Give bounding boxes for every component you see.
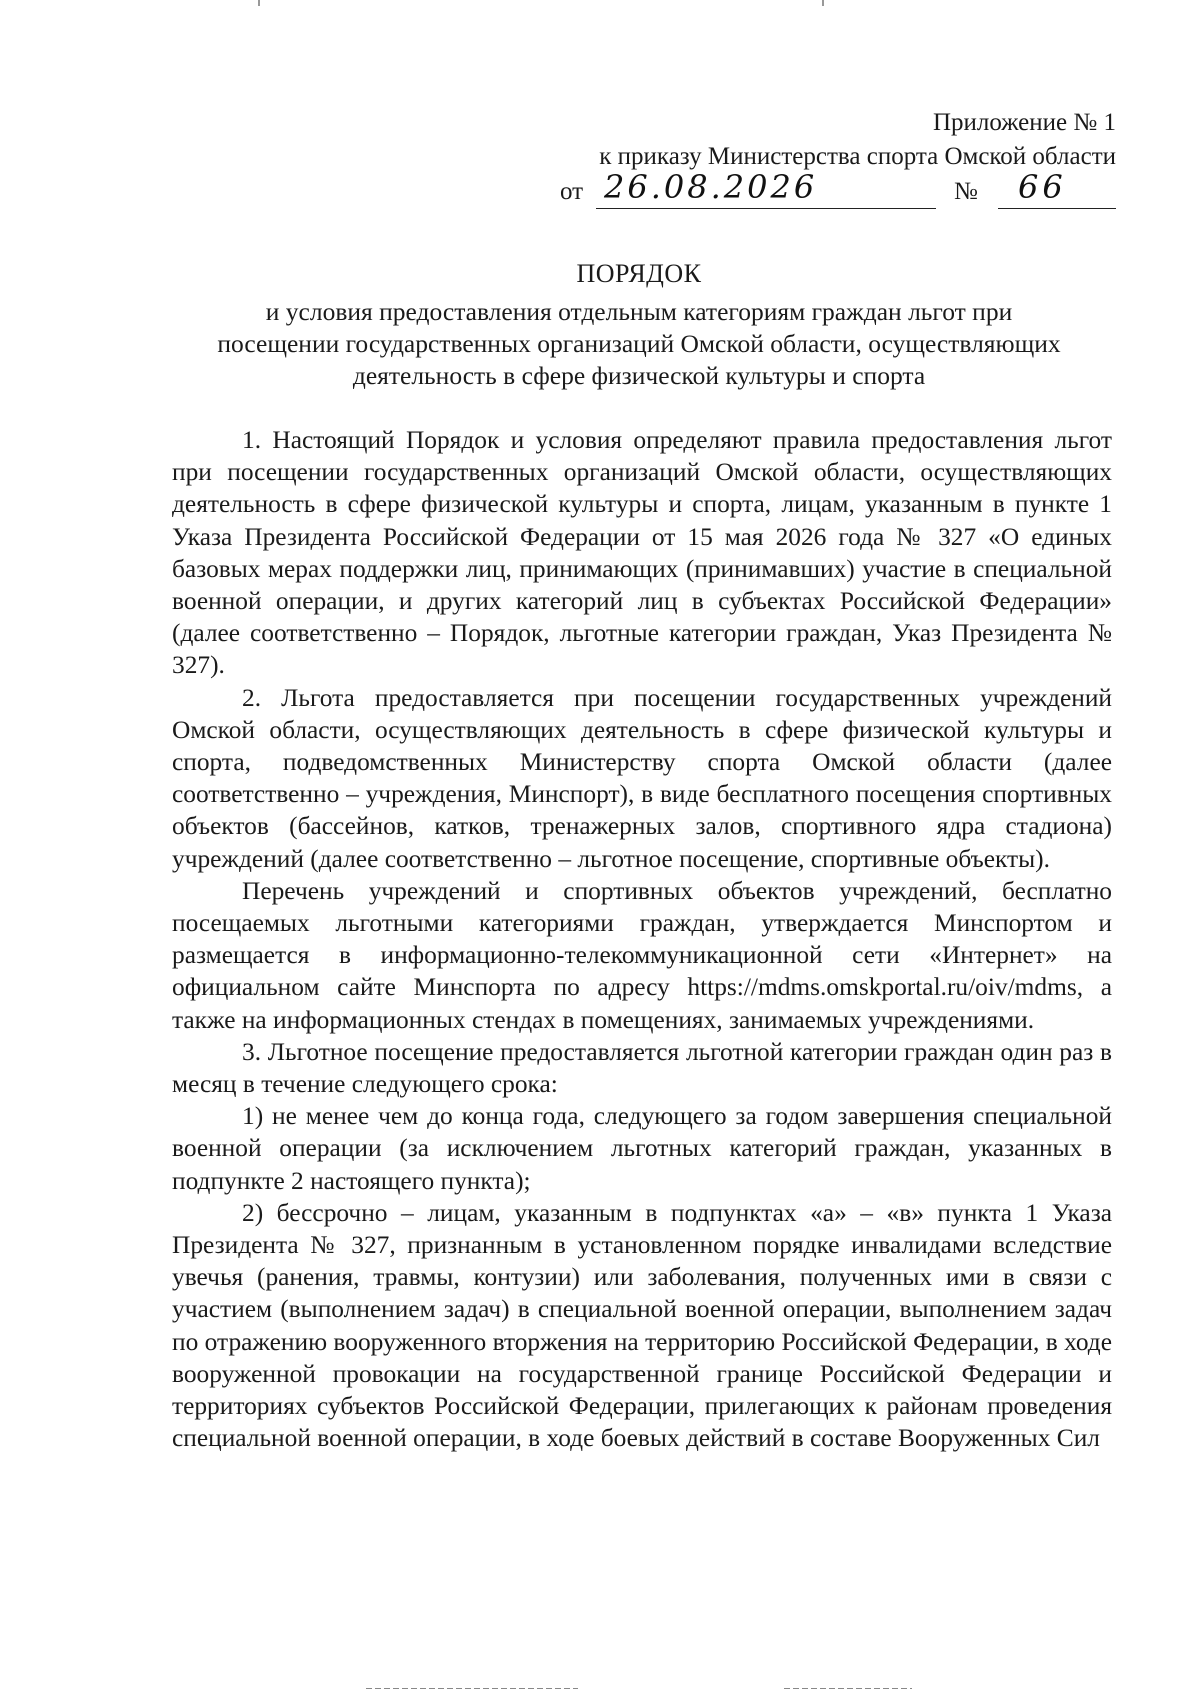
- number-field: [998, 168, 1116, 209]
- document-title: ПОРЯДОК: [576, 259, 702, 288]
- scan-artifact: [258, 0, 260, 6]
- scan-artifact: [822, 0, 824, 6]
- scan-artifact: [784, 1688, 912, 1689]
- paragraph: Перечень учреждений и спортивных объектов учреждений, бесплатно посещаемых льготными категориями граждан, утверждается Минспортом и размещается в информационно-телекоммуникационной сети «Интернет» на официальном сайте Минспорта по адресу https://mdms.omskportal.ru/oiv/mdms, а также на информационных стендах в помещениях, занимаемых учреждениями.: [172, 876, 1112, 1034]
- date-field: [596, 168, 936, 209]
- paragraph: 1. Настоящий Порядок и условия определяют правила предоставления льгот при посещении государственных организаций Омской области, осуществляющих деятельность в сфере физической культуры и спорта, лицам, указанным в пункте 1 Указа Президента Российской Федерации от 15 мая 2026 года № 327 «О единых базовых мерах поддержки лиц, принимающих (принимавших) участие в специальной военной операции, и других категорий лиц в субъектах Российской Федерации» (далее соответственно – Порядок, льготные категории граждан, Указ Президента № 327).: [172, 426, 1112, 680]
- order-date-number-line: [560, 168, 1116, 214]
- paragraph: 1) не менее чем до конца года, следующего за годом завершения специальной военной операции (за исключением льготных категорий граждан, указанных в подпункте 2 настоящего пункта);: [172, 1102, 1112, 1195]
- order-reference: к приказу Министерства спорта Омской области: [599, 143, 1116, 170]
- document-title-block: [160, 258, 1118, 392]
- handwritten-date: 26.08.2026: [604, 168, 818, 206]
- handwritten-number: 66: [1018, 168, 1067, 206]
- paragraph: 2. Льгота предоставляется при посещении государственных учреждений Омской области, осуществляющих деятельность в сфере физической культуры и спорта, подведомственных Министерству спорта Омской области (далее соответственно – учреждения, Минспорт), в виде бесплатного посещения спортивных объектов (бассейнов, катков, тренажерных залов, спортивного ядра стадиона) учреждений (далее соответственно – льготное посещение, спортивные объекты).: [172, 683, 1112, 873]
- paragraph: 2) бессрочно – лицам, указанным в подпунктах «а» – «в» пункта 1 Указа Президента № 327, признанным в установленном порядке инвалидами вследствие увечья (ранения, травмы, контузии) или заболевания, полученных ими в связи с участием (выполнением задач) в специальной военной операции, выполнением задач по отражению вооруженного вторжения на территорию Российской Федерации, в ходе вооруженной провокации на государственной границе Российской Федерации и территориях субъектов Российской Федерации, прилегающих к районам проведения специальной военной операции, в ходе боевых действий в составе Вооруженных Сил: [172, 1198, 1112, 1453]
- document-subtitle-line: деятельность в сфере физической культуры и спорта: [352, 361, 926, 390]
- document-body: [172, 424, 1112, 1455]
- scan-artifact: [366, 1688, 578, 1689]
- number-label: №: [954, 178, 978, 205]
- document-subtitle-line: посещении государственных организаций Омской области, осуществляющих: [217, 329, 1061, 358]
- from-label: от: [560, 178, 584, 205]
- paragraph: 3. Льготное посещение предоставляется льготной категории граждан один раз в месяц в течение следующего срока:: [172, 1037, 1112, 1099]
- document-subtitle-line: и условия предоставления отдельным категориям граждан льгот при: [265, 297, 1013, 326]
- appendix-header: [599, 106, 1116, 174]
- appendix-number: Приложение № 1: [932, 109, 1116, 136]
